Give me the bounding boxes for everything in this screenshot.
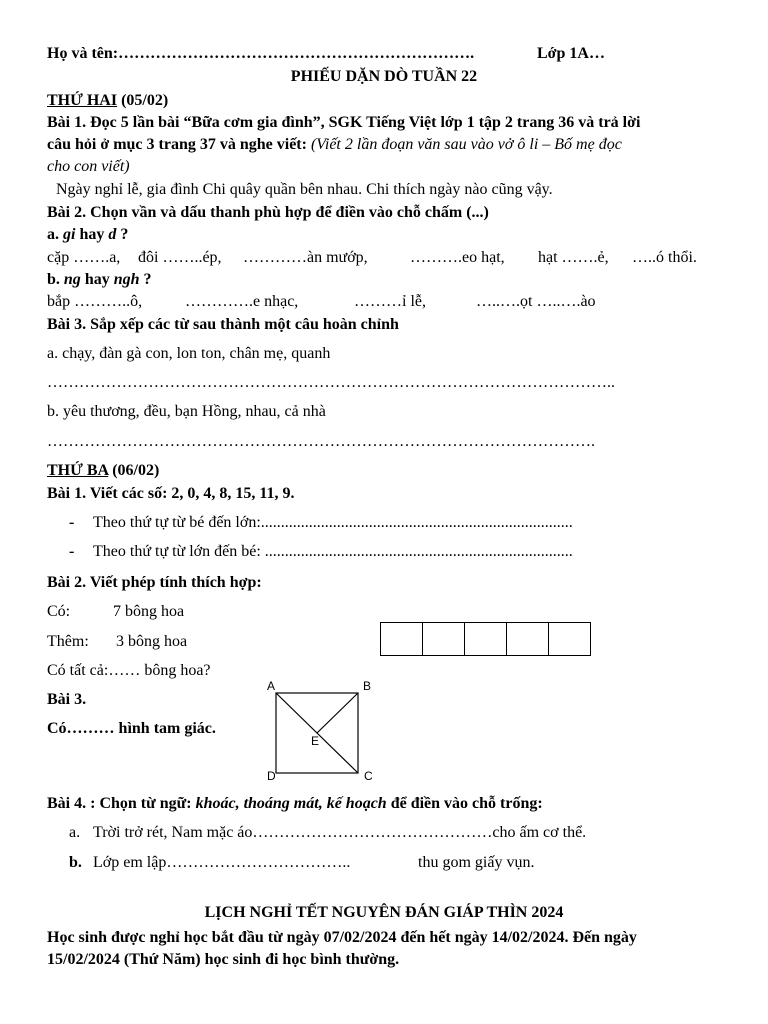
monday-ex2a-title: a. gi hay d ? <box>47 226 129 243</box>
tuesday-ex3-title: Bài 3. <box>47 691 87 708</box>
ex2b-item: …..….ọt …..….ào <box>476 293 596 310</box>
ex2-total: Có tất cả:…… bông hoa? <box>47 662 211 679</box>
vertex-label-a: A <box>267 679 276 693</box>
page-title: PHIẾU DẶN DÒ TUẦN 22 <box>290 68 478 85</box>
answer-box <box>548 622 591 656</box>
vertex-label-d: D <box>267 769 276 783</box>
answer-box <box>422 622 465 656</box>
ex2b-item: ………ỉ lễ, <box>354 293 426 310</box>
ex4a-sentence: Trời trở rét, Nam mặc áo………………………………………cho ấm cơ thể. <box>93 824 587 841</box>
vertex-label-b: B <box>363 679 372 693</box>
monday-ex1-line3: cho con viết) <box>47 158 130 175</box>
ex2b-item: ………….e nhạc, <box>185 293 299 310</box>
ex2a-item: …………àn mướp, <box>243 249 368 266</box>
monday-ex3-title: Bài 3. Sắp xếp các từ sau thành một câu hoàn chỉnh <box>47 316 399 333</box>
answer-box <box>464 622 507 656</box>
ex2a-item: hạt …….ẻ, <box>538 249 609 266</box>
ex3a-words: a. chạy, đàn gà con, lon ton, chân mẹ, quanh <box>47 345 331 362</box>
ex2a-item: ……….eo hạt, <box>410 249 505 266</box>
vertex-label-c: C <box>364 769 373 783</box>
square-triangle-figure <box>262 676 382 786</box>
ex2-have-label: Có: <box>47 603 71 620</box>
ex2b-item: bắp ………..ô, <box>47 293 143 310</box>
holiday-line-2: 15/02/2024 (Thứ Năm) học sinh đi học bình thường. <box>47 951 400 968</box>
ex1-ascending: - Theo thứ tự từ bé đến lớn:.............................................................................. <box>69 514 573 531</box>
answer-boxes <box>381 622 591 656</box>
monday-heading: THỨ HAI (05/02) <box>47 92 169 109</box>
tuesday-heading: THỨ BA (06/02) <box>47 462 160 479</box>
ex3b-answer-line: …………………………………………………………………………………………. <box>47 433 595 450</box>
ex1-descending: - Theo thứ tự từ lớn đến bé: ............................................................................. <box>69 543 573 560</box>
class-label: Lớp 1A… <box>537 45 605 62</box>
ex4b-sentence: Lớp em lập…………………………….. <box>93 854 351 871</box>
ex2-add-label: Thêm: <box>47 633 89 650</box>
monday-ex1-line2: câu hỏi ở mục 3 trang 37 và nghe viết: (Viết 2 lần đoạn văn sau vào vở ô li – Bố mẹ đọc <box>47 136 622 153</box>
ex4b-marker: b. <box>69 854 82 871</box>
ex3a-answer-line: …………………………………………………………………………………………….. <box>47 374 615 391</box>
ex4a-marker: a. <box>69 824 81 841</box>
dash-bullet: - <box>69 514 75 531</box>
monday-ex2-title: Bài 2. Chọn vần và dấu thanh phù hợp để điền vào chỗ chấm (...) <box>47 204 489 221</box>
ex2a-item: cặp …….a, <box>47 249 121 266</box>
answer-box <box>380 622 423 656</box>
answer-box <box>506 622 549 656</box>
ex2a-item: …..ó thổi. <box>632 249 697 266</box>
segment-be <box>317 693 358 733</box>
ex4b-tail: thu gom giấy vụn. <box>418 854 535 871</box>
tuesday-ex1-title: Bài 1. Viết các số: 2, 0, 4, 8, 15, 11, 9. <box>47 485 295 502</box>
holiday-line-1: Học sinh được nghỉ học bắt đầu từ ngày 07/02/2024 đến hết ngày 14/02/2024. Đến ngày <box>47 929 637 946</box>
ex3b-words: b. yêu thương, đều, bạn Hồng, nhau, cả nhà <box>47 403 326 420</box>
dash-bullet: - <box>69 543 75 560</box>
name-field-label: Họ và tên:…………………………………………………………. <box>47 45 475 62</box>
ex2-add-value: 3 bông hoa <box>116 633 188 650</box>
point-label-e: E <box>311 734 320 748</box>
monday-ex1-line1: Bài 1. Đọc 5 lần bài “Bữa cơm gia đình”, SGK Tiếng Việt lớp 1 tập 2 trang 36 và trả lời <box>47 114 641 131</box>
tuesday-ex2-title: Bài 2. Viết phép tính thích hợp: <box>47 574 262 591</box>
ex3-question: Có……… hình tam giác. <box>47 720 216 737</box>
reading-passage: Ngày nghỉ lễ, gia đình Chi quây quần bên nhau. Chi thích ngày nào cũng vậy. <box>56 181 553 198</box>
holiday-title: LỊCH NGHỈ TẾT NGUYÊN ĐÁN GIÁP THÌN 2024 <box>204 904 564 921</box>
ex2-have-value: 7 bông hoa <box>113 603 185 620</box>
monday-ex2b-title: b. ng hay ngh ? <box>47 271 152 288</box>
ex2a-item: đôi ……..ép, <box>138 249 222 266</box>
tuesday-ex4-title: Bài 4. : Chọn từ ngữ: khoác, thoáng mát, kế hoạch để điền vào chỗ trống: <box>47 795 543 812</box>
